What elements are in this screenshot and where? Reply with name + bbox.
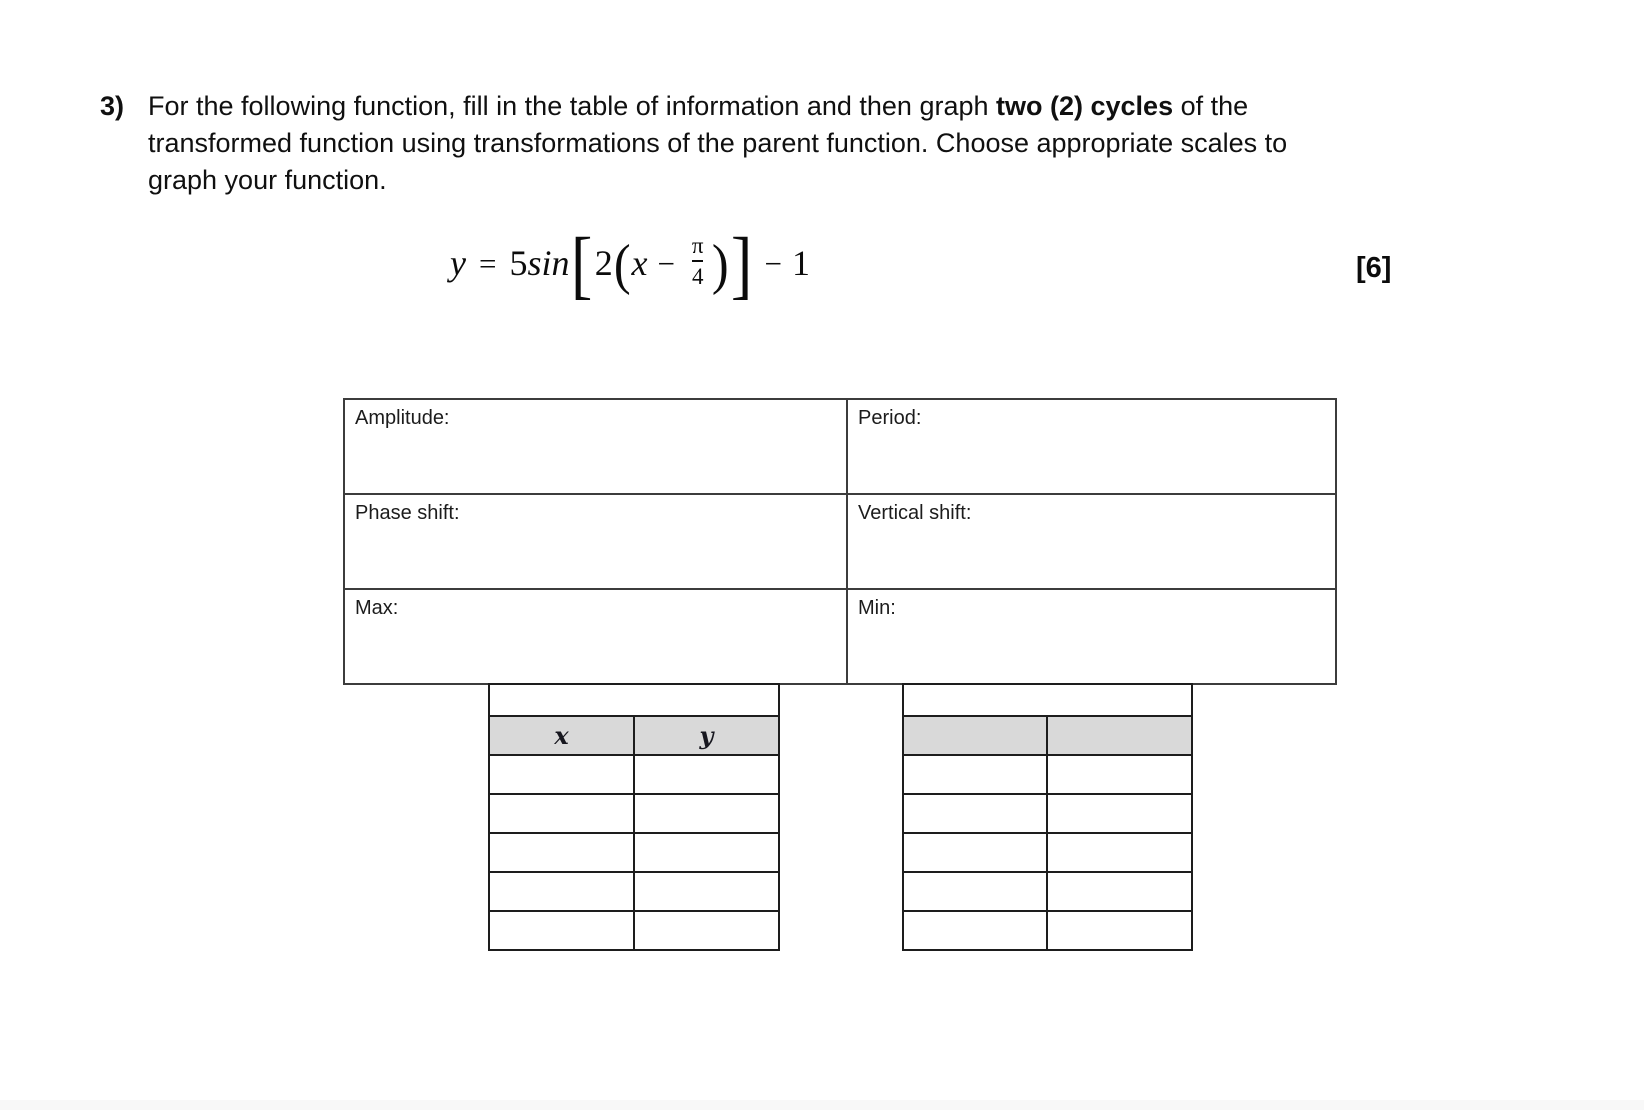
question-number: 3) (100, 91, 125, 121)
fraction-numerator: π (691, 233, 704, 258)
blank-cell (903, 755, 1047, 794)
table-row (489, 716, 779, 755)
xy-table-header-y: y (634, 716, 779, 755)
info-cell-vertical-shift: Vertical shift: (847, 494, 1336, 589)
blank-cell (489, 911, 634, 950)
blank-cell (903, 794, 1047, 833)
inner-coefficient: 2 (594, 243, 613, 283)
info-table (343, 398, 1337, 685)
question-line-1-pre: For the following function, fill in the table of information and then graph (148, 91, 997, 121)
xy-values-table (488, 683, 780, 951)
blank-cell (1047, 755, 1192, 794)
blank-cell (489, 872, 634, 911)
formula-coefficient: 5 (509, 243, 528, 283)
blank-cell (634, 872, 779, 911)
blank-table-top-blank-cell (903, 684, 1192, 716)
info-cell-phase-shift: Phase shift: (344, 494, 847, 589)
blank-table-header-right (1047, 716, 1192, 755)
table-row (903, 794, 1192, 833)
formula-function-name: sin (527, 243, 570, 283)
xy-table-top-blank-cell (489, 684, 779, 716)
blank-cell (634, 794, 779, 833)
info-cell-amplitude: Amplitude: (344, 399, 847, 494)
blank-cell (1047, 911, 1192, 950)
marks-badge: [6] (1356, 252, 1392, 284)
blank-table-header-left (903, 716, 1047, 755)
pi-over-4-fraction (687, 234, 709, 288)
fraction-denominator: 4 (692, 260, 704, 288)
minus-sign: − (657, 245, 675, 281)
formula-variable: x (631, 243, 648, 283)
table-row (903, 872, 1192, 911)
question-line-1-post: of the (1173, 91, 1249, 121)
blank-cell (1047, 794, 1192, 833)
blank-cell (489, 833, 634, 872)
blank-cell (1047, 833, 1192, 872)
blank-cell (903, 911, 1047, 950)
equals-sign: = (478, 245, 497, 281)
xy-table-header-x: x (489, 716, 634, 755)
table-row (903, 911, 1192, 950)
question-text (148, 88, 1287, 199)
table-row (903, 755, 1192, 794)
blank-cell (903, 872, 1047, 911)
blank-cell (634, 755, 779, 794)
formula-lhs: y (450, 243, 466, 283)
bottom-strip (0, 1100, 1644, 1110)
function-equation: y = 5 sin [ 2 ( x − $\frac{\pi}{4}$ ) ] − 1 (450, 223, 810, 307)
question-line-3: graph your function. (148, 165, 387, 195)
table-row (344, 399, 1336, 494)
table-row (903, 833, 1192, 872)
tail-minus-sign: − (764, 245, 782, 281)
table-row (489, 794, 779, 833)
table-row (489, 833, 779, 872)
blank-values-table (902, 683, 1193, 951)
question-line-2: transformed function using transformations of the parent function. Choose appropriate scales to (148, 128, 1288, 158)
blank-cell (1047, 872, 1192, 911)
blank-cell (489, 755, 634, 794)
table-row (903, 684, 1192, 716)
question-block (100, 88, 1287, 199)
question-line-1 (148, 88, 1287, 125)
tail-constant: 1 (792, 243, 810, 283)
info-cell-min: Min: (847, 589, 1336, 684)
table-row (489, 684, 779, 716)
table-row (489, 872, 779, 911)
table-row (344, 589, 1336, 684)
blank-cell (489, 794, 634, 833)
question-line-1-bold: two (2) cycles (996, 91, 1174, 121)
info-cell-max: Max: (344, 589, 847, 684)
table-row (903, 716, 1192, 755)
table-row (344, 494, 1336, 589)
blank-cell (903, 833, 1047, 872)
blank-cell (634, 833, 779, 872)
table-row (489, 911, 779, 950)
info-cell-period: Period: (847, 399, 1336, 494)
table-row (489, 755, 779, 794)
blank-cell (634, 911, 779, 950)
